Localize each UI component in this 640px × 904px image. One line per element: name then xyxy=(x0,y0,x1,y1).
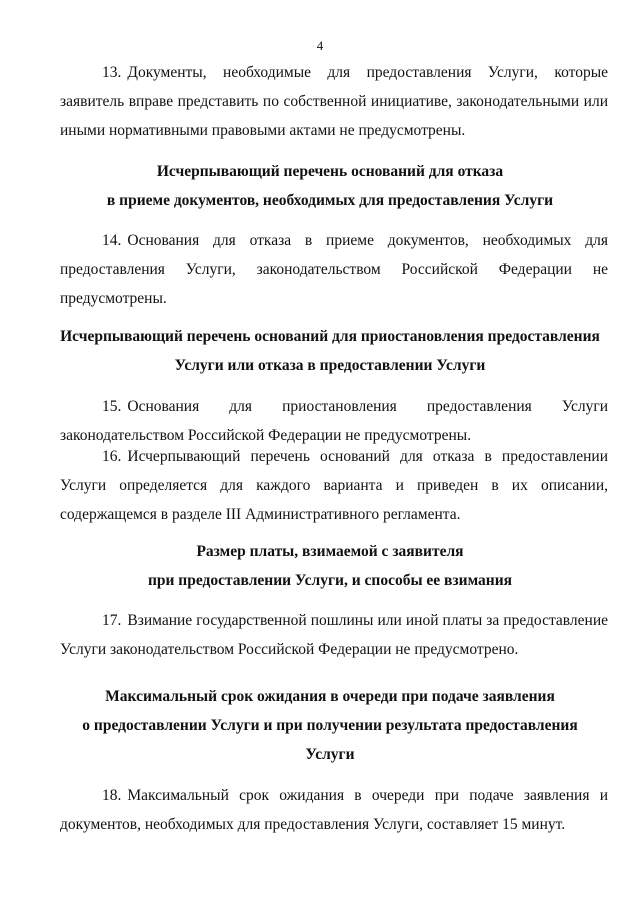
paragraph-number: 15. xyxy=(102,398,122,415)
paragraph-number: 17. xyxy=(102,612,122,629)
paragraph-text: Максимальный срок ожидания в очереди при подаче заявления и документов, необходимых для предоставления Услуги, составляет 15 минут. xyxy=(60,787,608,833)
section-heading-fee xyxy=(40,537,620,595)
paragraph-text: Взимание государственной пошлины или иной платы за предоставление Услуги законодательством Российской Федерации не предусмотрено. xyxy=(60,612,608,658)
paragraph-number: 14. xyxy=(102,232,122,249)
paragraph-text: Основания для отказа в приеме документов, необходимых для предоставления Услуги, законодательством Российской Федерации не предусмотрены. xyxy=(60,232,608,307)
heading-line: в приеме документов, необходимых для предоставления Услуги xyxy=(106,192,554,209)
paragraph-number: 16. xyxy=(102,448,122,465)
section-heading-suspension-reasons xyxy=(40,322,620,380)
paragraph-text: Документы, необходимые для предоставления Услуги, которые заявитель вправе представить по собственной инициативе, законодательными или иными нормативными правовыми актами не предусмотрены. xyxy=(60,64,608,139)
paragraph-number: 13. xyxy=(102,64,122,81)
heading-line: Максимальный срок ожидания в очереди при подаче заявления xyxy=(105,688,555,705)
paragraph-text: Основания для приостановления предоставления Услуги законодательством Российской Федерации не предусмотрены. xyxy=(60,398,608,444)
paragraph-16 xyxy=(60,442,608,529)
page-number: 4 xyxy=(316,38,324,53)
heading-line: о предоставлении Услуги и при получении результата предоставления xyxy=(82,717,578,734)
heading-line: Услуги xyxy=(305,746,355,763)
heading-line: при предоставлении Услуги, и способы ее взимания xyxy=(147,572,513,589)
paragraph-13 xyxy=(60,58,608,145)
heading-line: Размер платы, взимаемой с заявителя xyxy=(196,543,464,560)
heading-line: Услуги или отказа в предоставлении Услуги xyxy=(174,357,486,374)
section-heading-refusal-reasons xyxy=(40,157,620,215)
paragraph-17 xyxy=(60,606,608,664)
paragraph-14 xyxy=(60,226,608,313)
heading-line: Исчерпывающий перечень оснований для отказа xyxy=(156,163,504,180)
heading-line: Исчерпывающий перечень оснований для приостановления предоставления xyxy=(60,328,600,345)
paragraph-18 xyxy=(60,781,608,839)
paragraph-number: 18. xyxy=(102,787,122,804)
paragraph-text: Исчерпывающий перечень оснований для отказа в предоставлении Услуги определяется для каждого варианта и приведен в их описании, содержащемся в разделе III Административного регламента. xyxy=(60,448,608,523)
section-heading-waiting-time xyxy=(40,682,620,769)
